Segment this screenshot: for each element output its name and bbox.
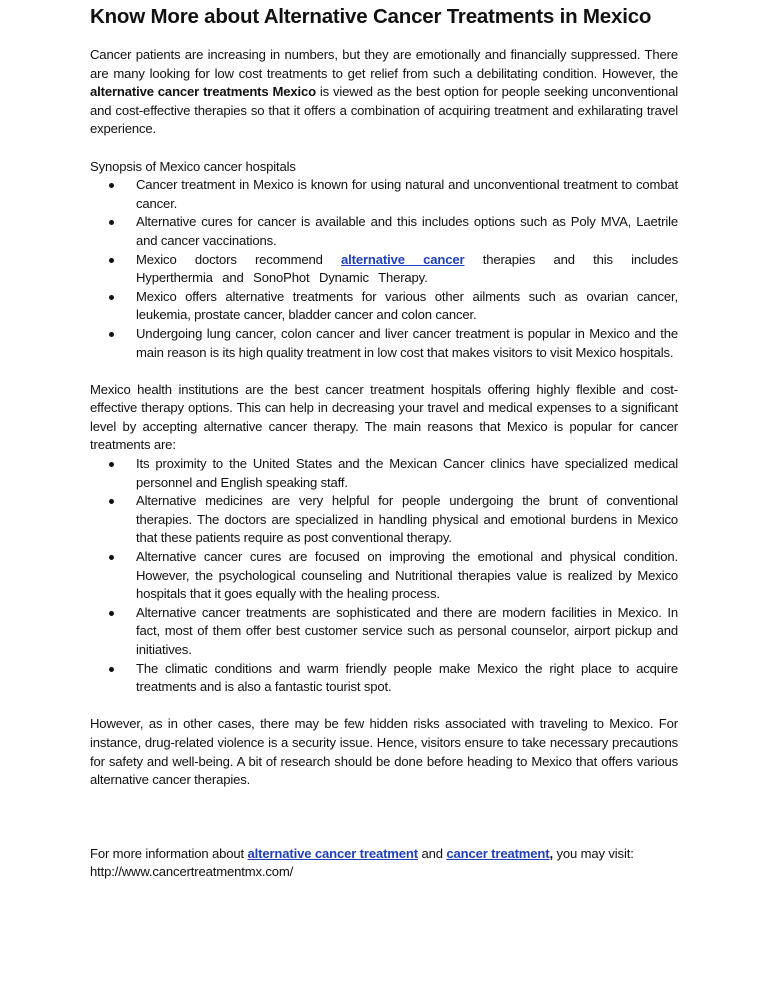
list-item: [136, 251, 678, 288]
risks-paragraph: However, as in other cases, there may be few hidden risks associated with traveling to Mexico. For instance, drug-related violence is a security issue. Hence, visitors ensure to take necessary precautions for safety and well-being. A bit of research should be done before heading to Mexico that offers various alternative cancer therapies.: [90, 716, 678, 788]
list-item: [136, 492, 678, 548]
page-title: Know More about Alternative Cancer Treatments in Mexico: [90, 5, 652, 28]
bullet-icon: [109, 258, 114, 263]
list-item: [136, 288, 678, 325]
list-item: [136, 176, 678, 213]
institutions-paragraph: Mexico health institutions are the best cancer treatment hospitals offering highly flexible and cost-effective therapy options. This can help in decreasing your travel and medical expenses to a significant level by accepting alternative cancer therapy. The main reasons that Mexico is popular for cancer treatments are:: [90, 381, 678, 453]
comma: ,: [549, 845, 553, 861]
alternative-cancer-link[interactable]: alternative cancer: [341, 251, 465, 267]
bullet-icon: [109, 667, 114, 672]
more-info-text: For more information about: [90, 845, 248, 861]
more-info-text: you may visit:: [552, 845, 634, 861]
synopsis-heading: Synopsis of Mexico cancer hospitals: [90, 158, 296, 174]
bullet-icon: [109, 499, 114, 504]
list-item-text: therapies and this includes Hyperthermia and SonoPhot Dynamic Therapy.: [136, 251, 678, 286]
list-item-text: Mexico offers alternative treatments for various other ailments such as ovarian cancer, leukemia, prostate cancer, bladder cancer and colon cancer.: [136, 288, 678, 323]
list-item-text: Cancer treatment in Mexico is known for using natural and unconventional treatment to combat cancer.: [136, 177, 678, 211]
intro-text-end: is viewed as the best option for people seeking unconventional and cost-effective therapies so that it offers a combination of acquiring treatment and exhilarating travel experience.: [90, 84, 679, 137]
bullet-icon: [109, 183, 114, 188]
list-item: [136, 213, 678, 250]
cancer-treatment-link[interactable]: cancer treatment: [446, 845, 550, 861]
bullet-icon: [109, 462, 114, 467]
intro-text-start: Cancer patients are increasing in numbers, but they are emotionally and financially suppressed. There are many looking for low cost treatments to get relief from such a debilitating condition. However, the: [90, 47, 678, 81]
document-page: [90, 0, 678, 882]
list-item: [136, 548, 678, 604]
intro-paragraph: [90, 46, 678, 139]
more-info-paragraph: [90, 845, 678, 882]
list-item-text: Its proximity to the United States and the Mexican Cancer clinics have specialized medical personnel and English speaking staff.: [136, 456, 678, 490]
bullet-icon: [109, 611, 114, 616]
list-item: [136, 660, 678, 697]
bullet-icon: [109, 555, 114, 560]
list-item-text: Alternative cancer treatments are sophisticated and there are modern facilities in Mexico. In fact, most of them offer best customer service such as personal counselor, airport pickup and initiatives.: [136, 604, 678, 657]
bullet-icon: [109, 220, 114, 225]
alternative-cancer-treatment-link[interactable]: alternative cancer treatment: [247, 845, 418, 861]
more-info-text: and: [417, 845, 447, 861]
list-item: [136, 325, 678, 362]
list-item-text: Mexico doctors recommend: [136, 251, 342, 267]
website-url: http://www.cancertreatmentmx.com/: [90, 864, 294, 880]
bullet-icon: [109, 295, 114, 300]
bullet-icon: [109, 332, 114, 337]
synopsis-list: [90, 176, 678, 362]
intro-bold-phrase: alternative cancer treatments Mexico: [90, 84, 316, 100]
list-item-text: Alternative medicines are very helpful for people undergoing the brunt of conventional therapies. The doctors are specialized in handling physical and emotional burdens in Mexico that these patients require as post conventional therapy.: [136, 493, 678, 546]
list-item-text: Undergoing lung cancer, colon cancer and liver cancer treatment is popular in Mexico and the main reason is its high quality treatment in low cost that makes visitors to visit Mexico hospitals.: [136, 325, 678, 360]
list-item: [136, 604, 678, 660]
reasons-list: [90, 455, 678, 697]
list-item-text: Alternative cancer cures are focused on improving the emotional and physical condition. However, the psychological counseling and Nutritional therapies value is realized by Mexico hospitals that it goes equally with the healing process.: [136, 549, 678, 602]
list-item-text: Alternative cures for cancer is available and this includes options such as Poly MVA, Laetrile and cancer vaccinations.: [136, 214, 678, 248]
list-item-text: The climatic conditions and warm friendly people make Mexico the right place to acquire treatments and is also a fantastic tourist spot.: [136, 660, 678, 695]
list-item: [136, 455, 678, 492]
